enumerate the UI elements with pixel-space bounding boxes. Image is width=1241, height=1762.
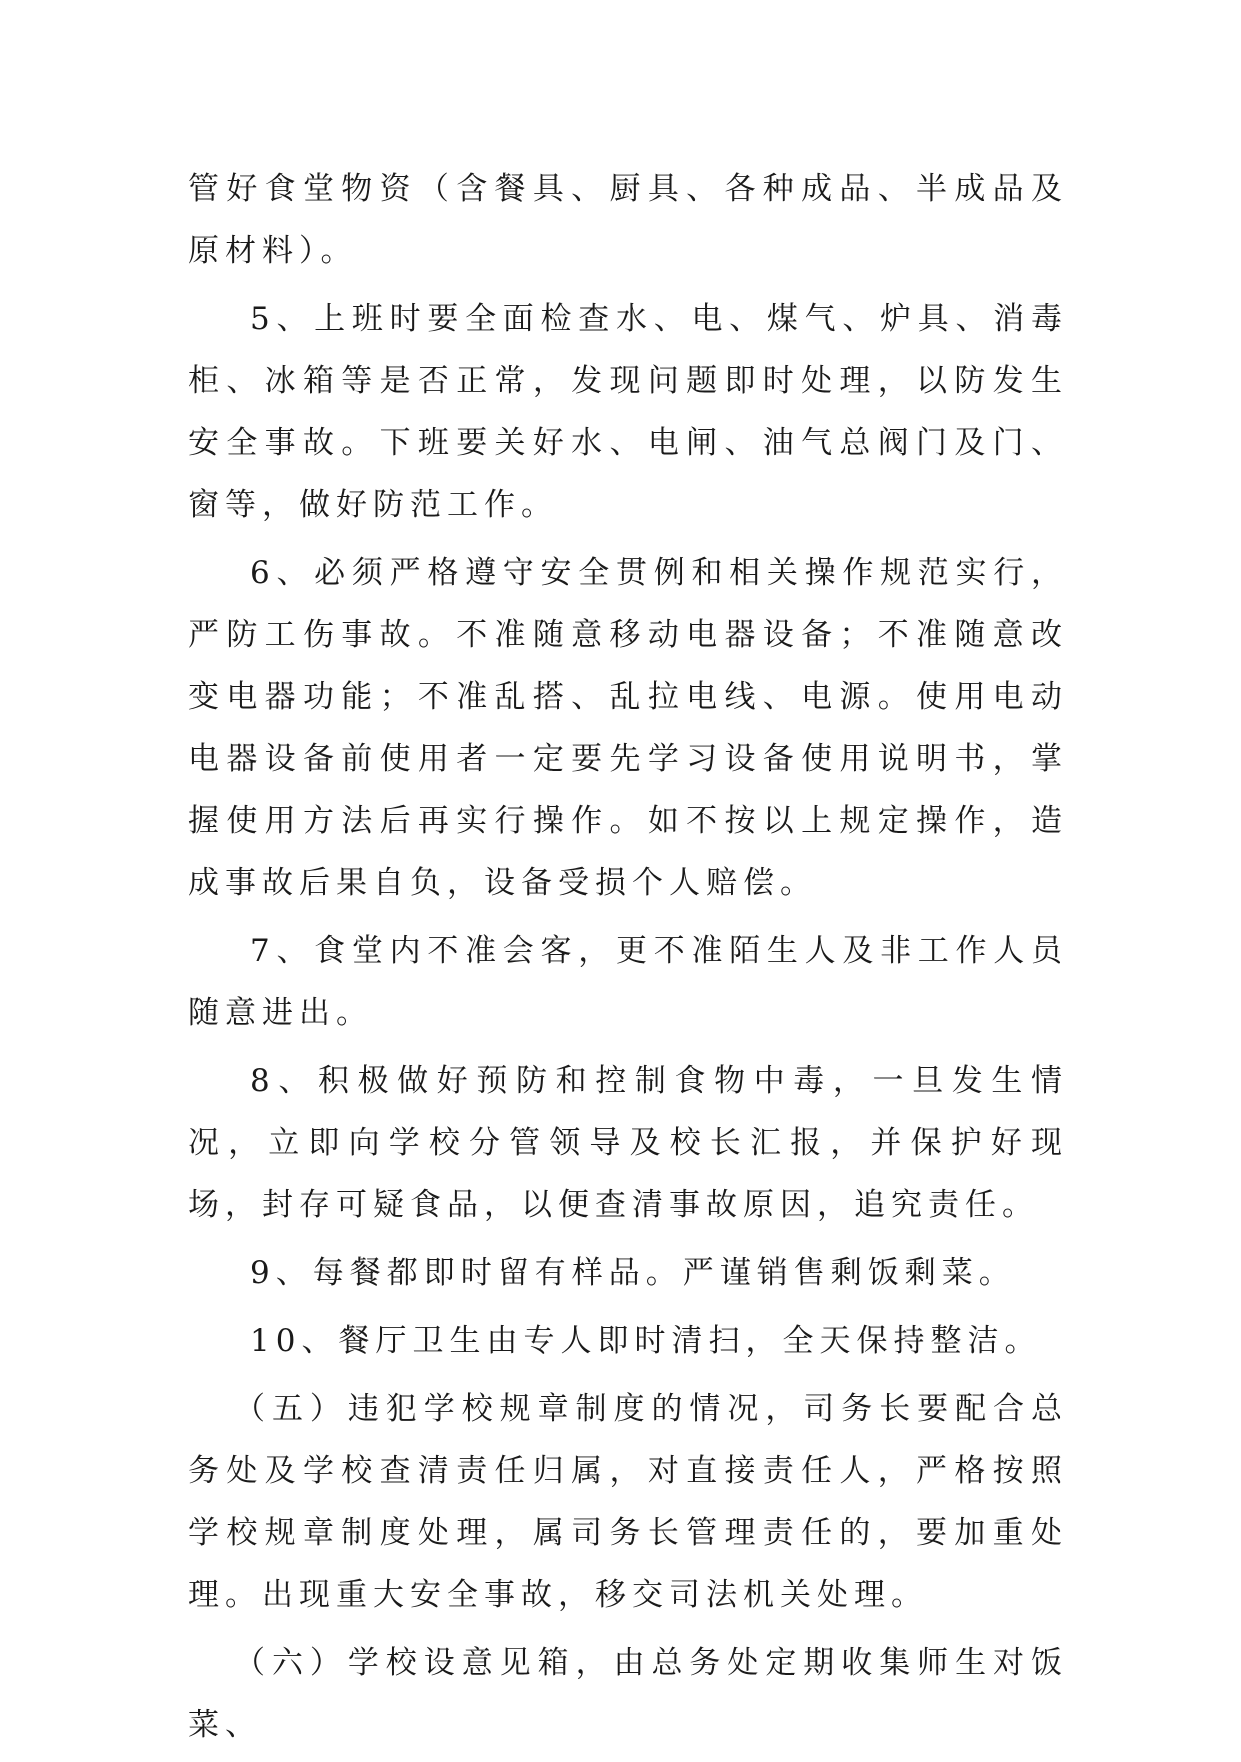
paragraph-section-5: （五）违犯学校规章制度的情况，司务长要配合总务处及学校查清责任归属，对直接责任人，严格按照学校规章制度处理，属司务长管理责任的，要加重处理。出现重大安全事故，移交司法机关处理。 — [188, 1391, 1068, 1613]
paragraph-continued-materials: 管好食堂物资（含餐具、厨具、各种成品、半成品及原材料）。 — [188, 171, 1068, 269]
paragraph-item-7: 7、食堂内不准会客，更不准陌生人及非工作人员随意进出。 — [188, 933, 1068, 1031]
paragraph-item-8: 8、积极做好预防和控制食物中毒，一旦发生情况，立即向学校分管领导及校长汇报，并保护好现场，封存可疑食品，以便查清事故原因，追究责任。 — [188, 1063, 1068, 1223]
paragraph-section-6: （六）学校设意见箱，由总务处定期收集师生对饭菜、 — [188, 1645, 1068, 1743]
paragraph-item-10: 10、餐厅卫生由专人即时清扫，全天保持整洁。 — [250, 1323, 1042, 1359]
document-body — [188, 158, 1068, 1762]
paragraph-item-5: 5、上班时要全面检查水、电、煤气、炉具、消毒柜、冰箱等是否正常，发现问题即时处理，以防发生安全事故。下班要关好水、电闸、油气总阀门及门、窗等，做好防范工作。 — [188, 301, 1068, 523]
paragraph-item-9: 9、每餐都即时留有样品。严谨销售剩饭剩菜。 — [250, 1255, 1016, 1291]
paragraph-item-6: 6、必须严格遵守安全贯例和相关操作规范实行，严防工伤事故。不准随意移动电器设备；不准随意改变电器功能；不准乱搭、乱拉电线、电源。使用电动电器设备前使用者一定要先学习设备使用说明书，掌握使用方法后再实行操作。如不按以上规定操作，造成事故后果自负，设备受损个人赔偿。 — [188, 555, 1068, 901]
